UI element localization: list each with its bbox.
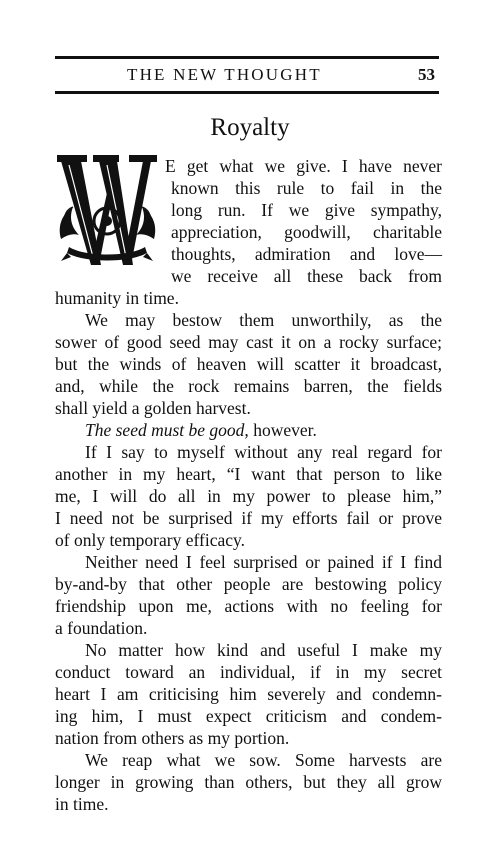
- paragraph-5-line-1: Neither need I feel surprised or pained if I find: [85, 552, 442, 572]
- ornamental-drop-cap-w: [55, 153, 160, 273]
- header-rule-top: [55, 56, 439, 59]
- running-title: THE NEW THOUGHT: [127, 65, 322, 84]
- paragraph-7-line-1: We reap what we sow. Some harvests are: [85, 750, 442, 770]
- paragraph-1-line-5: thoughts, admiration and love—: [171, 244, 442, 264]
- paragraph-7-line-2: longer in growing than others, but they all grow: [55, 772, 442, 792]
- paragraph-2-line-3: but the winds of heaven will scatter it broadcast,: [55, 354, 442, 374]
- paragraph-5-line-2: by-and-by that other people are bestowing policy: [55, 574, 442, 594]
- paragraph-2-line-5: shall yield a golden harvest.: [55, 398, 251, 418]
- paragraph-1-line-7: humanity in time.: [55, 288, 179, 308]
- paragraph-4-line-5: of only temporary efficacy.: [55, 530, 245, 550]
- paragraph-4-line-3: me, I will do all in my power to please him,”: [55, 486, 442, 506]
- paragraph-2-line-2: sower of good seed may cast it on a rocky surface;: [55, 332, 442, 352]
- paragraph-6-line-5: nation from others as my portion.: [55, 728, 290, 748]
- page-number: 53: [418, 65, 435, 84]
- header-rule-bottom: [55, 91, 439, 94]
- paragraph-1-line-3: long run. If we give sympathy,: [171, 200, 442, 220]
- paragraph-5-line-3: friendship upon me, actions with no feeling for: [55, 596, 442, 616]
- paragraph-1-line-1: E get what we give. I have never: [165, 156, 442, 176]
- paragraph-3: [85, 419, 317, 441]
- paragraph-4-line-4: I need not be surprised if my efforts fail or prove: [55, 508, 442, 528]
- paragraph-3-rest: however.: [248, 420, 317, 440]
- paragraph-1-line-4: appreciation, goodwill, charitable: [171, 222, 442, 242]
- paragraph-2-line-1: We may bestow them unworthily, as the: [85, 310, 442, 330]
- running-head: [55, 62, 439, 88]
- paragraph-6-line-4: ing him, I must expect criticism and condem-: [55, 706, 442, 726]
- paragraph-4-line-2: another in my heart, “I want that person to like: [55, 464, 442, 484]
- paragraph-7-line-3: in time.: [55, 794, 109, 814]
- paragraph-4-line-1: If I say to myself without any real regard for: [85, 442, 442, 462]
- paragraph-3-italic: The seed must be good,: [85, 420, 249, 440]
- chapter-title: Royalty: [210, 114, 290, 141]
- paragraph-6-line-1: No matter how kind and useful I make my: [85, 640, 442, 660]
- paragraph-5-line-4: a foundation.: [55, 618, 148, 638]
- paragraph-1-line-6: we receive all these back from: [171, 266, 442, 286]
- paragraph-1-line-2: known this rule to fail in the: [171, 178, 442, 198]
- paragraph-6-line-3: heart I am criticising him severely and condemn-: [55, 684, 442, 704]
- paragraph-6-line-2: conduct toward an individual, if in my secret: [55, 662, 442, 682]
- paragraph-2-line-4: and, while the rock remains barren, the fields: [55, 376, 442, 396]
